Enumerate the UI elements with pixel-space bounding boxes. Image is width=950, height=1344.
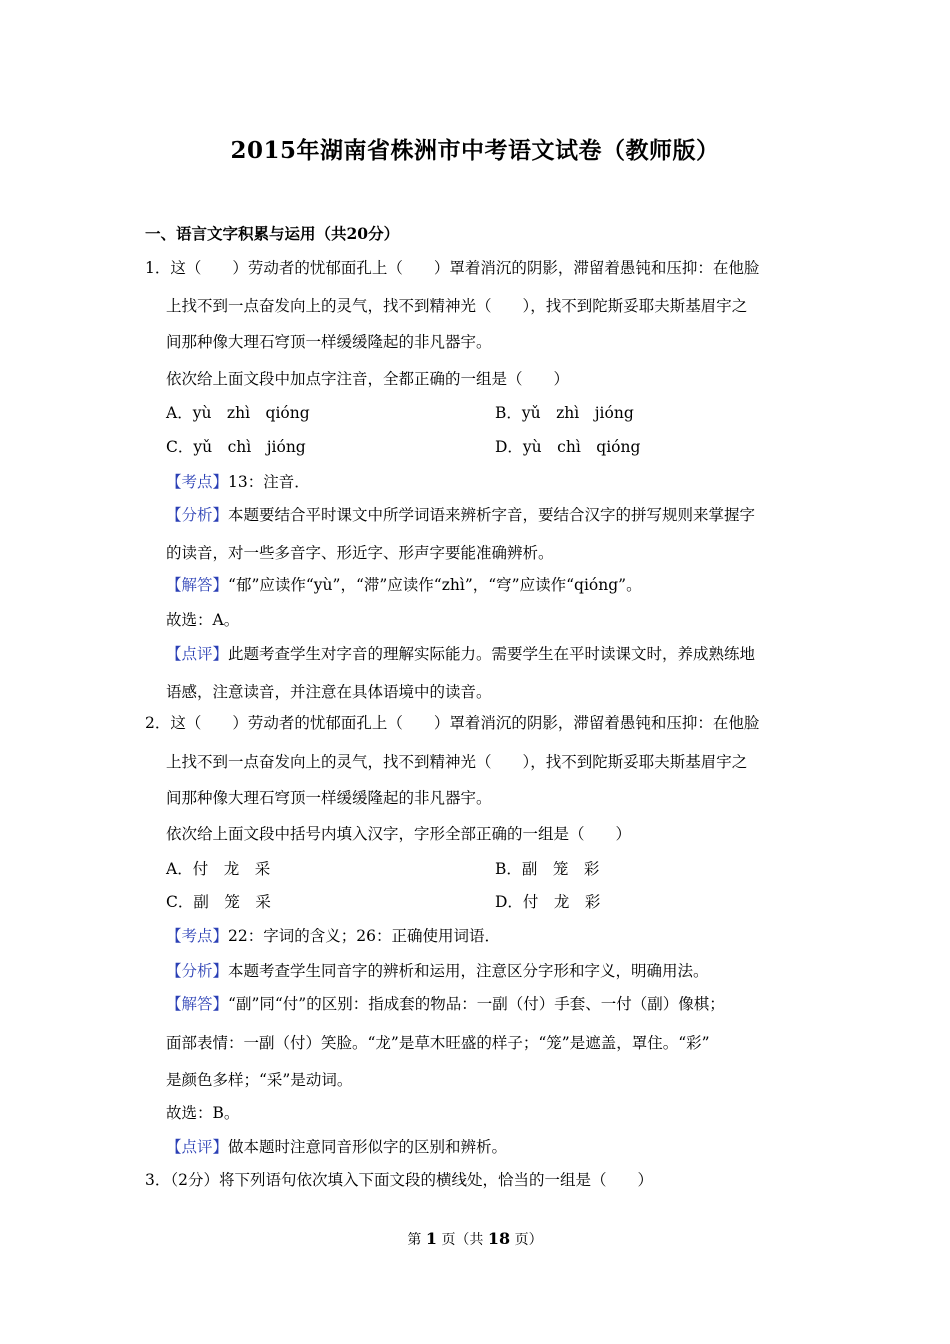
q2-dianping: [166, 1135, 507, 1157]
q2-option-c: C．副 笼 采: [166, 893, 271, 911]
q2-option-b: B．副 笼 彩: [495, 860, 600, 878]
section-heading: 一、语言文字积累与运用（共20分）: [145, 224, 400, 243]
q2-jieda: [166, 992, 725, 1014]
q2-kaodian: [166, 924, 500, 946]
q2-kaodian-text: 22：字词的含义；26：正确使用词语．: [228, 927, 500, 945]
q1-fenxi-line-2: 的读音，对一些多音字、形近字、形声字要能准确辨析。: [166, 544, 554, 562]
q1-kaodian-text: 13：注音．: [228, 473, 310, 491]
q1-jieda-text: “郁”应读作“yù”，“滞”应读作“zhì”，“穹”应读作“qióng”。: [228, 576, 642, 594]
q1-stem-line-2: 上找不到一点奋发向上的灵气，找不到精神光（ ），找不到陀斯妥耶夫斯基眉宇之: [166, 297, 748, 315]
q2-fenxi-text: 本题考查学生同音字的辨析和运用，注意区分字形和字义，明确用法。: [228, 962, 709, 980]
q2-fenxi: [166, 959, 709, 981]
q2-jieda-tag: 【解答】: [166, 995, 229, 1013]
q1-kaodian-tag: 【考点】: [166, 473, 229, 491]
q2-dianping-text: 做本题时注意同音形似字的区别和辨析。: [228, 1138, 508, 1156]
q2-jieda-line-2: 面部表情：一副（付）笑脸。“龙”是草木旺盛的样子；“笼”是遮盖，罩住。“彩”: [166, 1034, 710, 1052]
footer-suffix: 页）: [514, 1232, 543, 1248]
q1-kaodian: [166, 470, 310, 492]
q1-option-b: B．yǔ zhì jióng: [495, 404, 634, 422]
q1-option-c: C．yǔ chì jióng: [166, 438, 306, 456]
document-title: 2015年湖南省株洲市中考语文试卷（教师版）: [230, 137, 720, 164]
q1-jieda: [166, 573, 642, 595]
q1-fenxi-tag: 【分析】: [166, 506, 229, 524]
q1-dianping-line-2: 语感，注意读音，并注意在具体语境中的读音。: [166, 683, 492, 701]
q2-stem-line-1: 2．这（ ）劳动者的忧郁面孔上（ ）罩着消沉的阴影，滞留着愚钝和压抑：在他脸: [145, 714, 760, 732]
footer-page-number: 1: [425, 1229, 437, 1248]
q1-fenxi-text: 本题要结合平时课文中所学词语来辨析字音，要结合汉字的拼写规则来掌握字: [228, 506, 756, 524]
q2-jieda-text: “副”同“付”的区别：指成套的物品：一副（付）手套、一付（副）像棋；: [228, 995, 725, 1013]
q1-question: 依次给上面文段中加点字注音，全都正确的一组是（ ）: [166, 370, 570, 388]
q1-dianping-text: 此题考查学生对字音的理解实际能力。需要学生在平时读课文时，养成熟练地: [228, 645, 756, 663]
q2-question: 依次给上面文段中括号内填入汉字，字形全部正确的一组是（ ）: [166, 825, 632, 843]
footer-total-pages: 18: [487, 1229, 511, 1248]
q2-answer: 故选：B。: [166, 1104, 240, 1122]
footer-middle: 页（共: [441, 1232, 484, 1248]
q1-option-d: D．yù chì qióng: [495, 438, 641, 456]
q1-dianping: [166, 642, 755, 664]
q2-fenxi-tag: 【分析】: [166, 962, 229, 980]
page-footer: [0, 1229, 950, 1249]
q2-jieda-line-3: 是颜色多样；“采”是动词。: [166, 1071, 353, 1089]
q2-stem-line-3: 间那种像大理石穹顶一样缓缓隆起的非凡器宇。: [166, 789, 492, 807]
q1-option-a: A．yù zhì qióng: [166, 404, 310, 422]
q1-stem-line-3: 间那种像大理石穹顶一样缓缓隆起的非凡器宇。: [166, 333, 492, 351]
q1-dianping-tag: 【点评】: [166, 645, 229, 663]
q1-fenxi: [166, 503, 755, 525]
q3-stem-line-1: 3．（2分）将下列语句依次填入下面文段的横线处，恰当的一组是（ ）: [145, 1171, 653, 1189]
q2-stem-line-2: 上找不到一点奋发向上的灵气，找不到精神光（ ），找不到陀斯妥耶夫斯基眉宇之: [166, 753, 748, 771]
q2-option-a: A．付 龙 采: [166, 860, 271, 878]
q2-option-d: D．付 龙 彩: [495, 893, 601, 911]
q1-stem-line-1: 1．这（ ）劳动者的忧郁面孔上（ ）罩着消沉的阴影，滞留着愚钝和压抑：在他脸: [145, 259, 760, 277]
q2-dianping-tag: 【点评】: [166, 1138, 229, 1156]
q2-kaodian-tag: 【考点】: [166, 927, 229, 945]
footer-prefix: 第: [407, 1232, 422, 1248]
q1-answer: 故选：A。: [166, 611, 240, 629]
q1-jieda-tag: 【解答】: [166, 576, 229, 594]
